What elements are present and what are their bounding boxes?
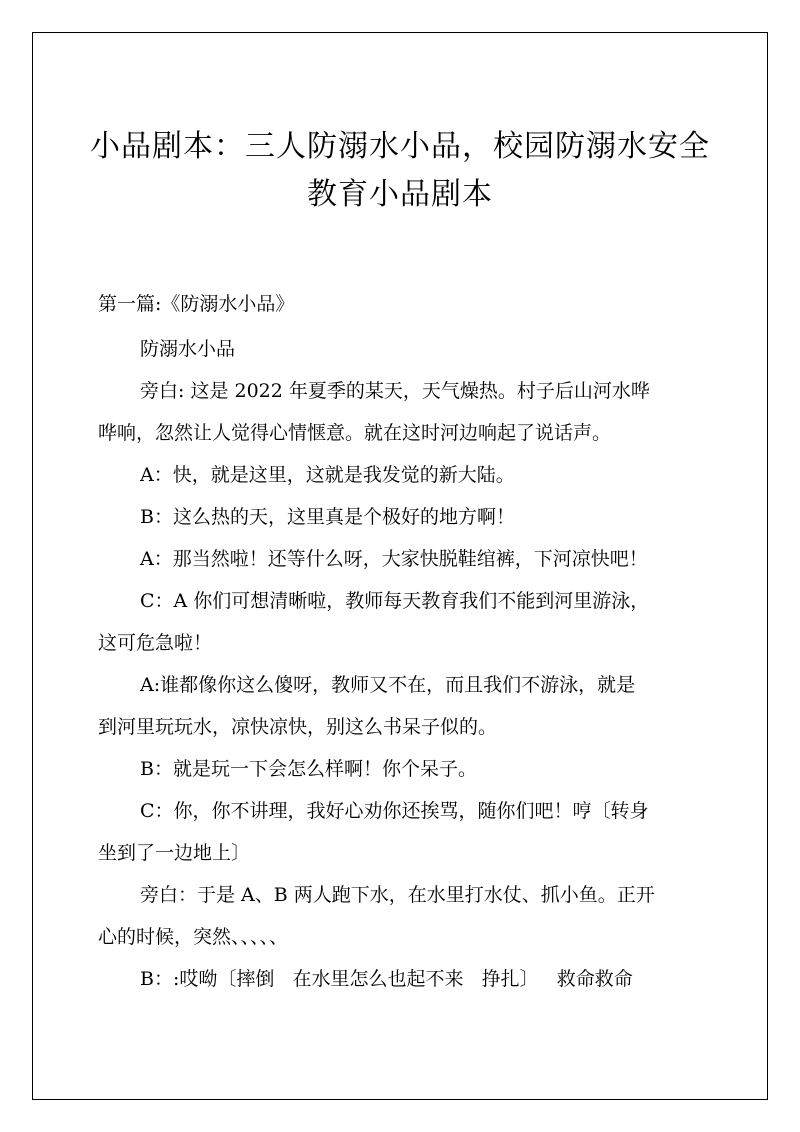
- narration-line: 旁白: 这是 2022 年夏季的某天，天气燥热。村子后山河水哗: [140, 380, 650, 402]
- dialogue-line: C：A 你们可想清晰啦，教师每天教育我们不能到河里游泳，: [140, 590, 650, 612]
- dialogue-line: A：快，就是这里，这就是我发觉的新大陆。: [140, 464, 515, 486]
- stage-direction: 坐到了一边地上〕: [98, 842, 251, 864]
- dialogue-line: B：:哎呦〔摔倒 在水里怎么也起不来 挣扎〕 救命救命: [140, 968, 633, 990]
- document-title-line-1: 小品剧本：三人防溺水小品，校园防溺水安全: [90, 129, 710, 164]
- dialogue-line: 这可危急啦！: [98, 632, 213, 654]
- dialogue-line: A:谁都像你这么傻呀，教师又不在，而且我们不游泳，就是: [140, 674, 636, 696]
- dialogue-line: B：这么热的天，这里真是个极好的地方啊！: [140, 506, 515, 528]
- dialogue-line: A：那当然啦！还等什么呀，大家快脱鞋绾裤，下河凉快吧！: [140, 548, 648, 570]
- dialogue-line: C：你，你不讲理，我好心劝你还挨骂，随你们吧！哼〔转身: [140, 800, 649, 822]
- narration-line: 哗响，忽然让人觉得心情惬意。就在这时河边响起了说话声。: [98, 422, 612, 444]
- section-heading: 第一篇:《防溺水小品》: [98, 293, 295, 315]
- narration-line: 旁白：于是 A、B 两人跑下水，在水里打水仗、抓小鱼。正开: [140, 884, 655, 906]
- dialogue-line: 到河里玩玩水，凉快凉快，别这么书呆子似的。: [98, 716, 498, 738]
- document-title-line-2: 教育小品剧本: [307, 177, 493, 212]
- dialogue-line: B：就是玩一下会怎么样啊！你个呆子。: [140, 758, 477, 780]
- narration-line: 心的时候，突然、、、、、: [98, 926, 289, 948]
- script-subtitle: 防溺水小品: [140, 338, 236, 360]
